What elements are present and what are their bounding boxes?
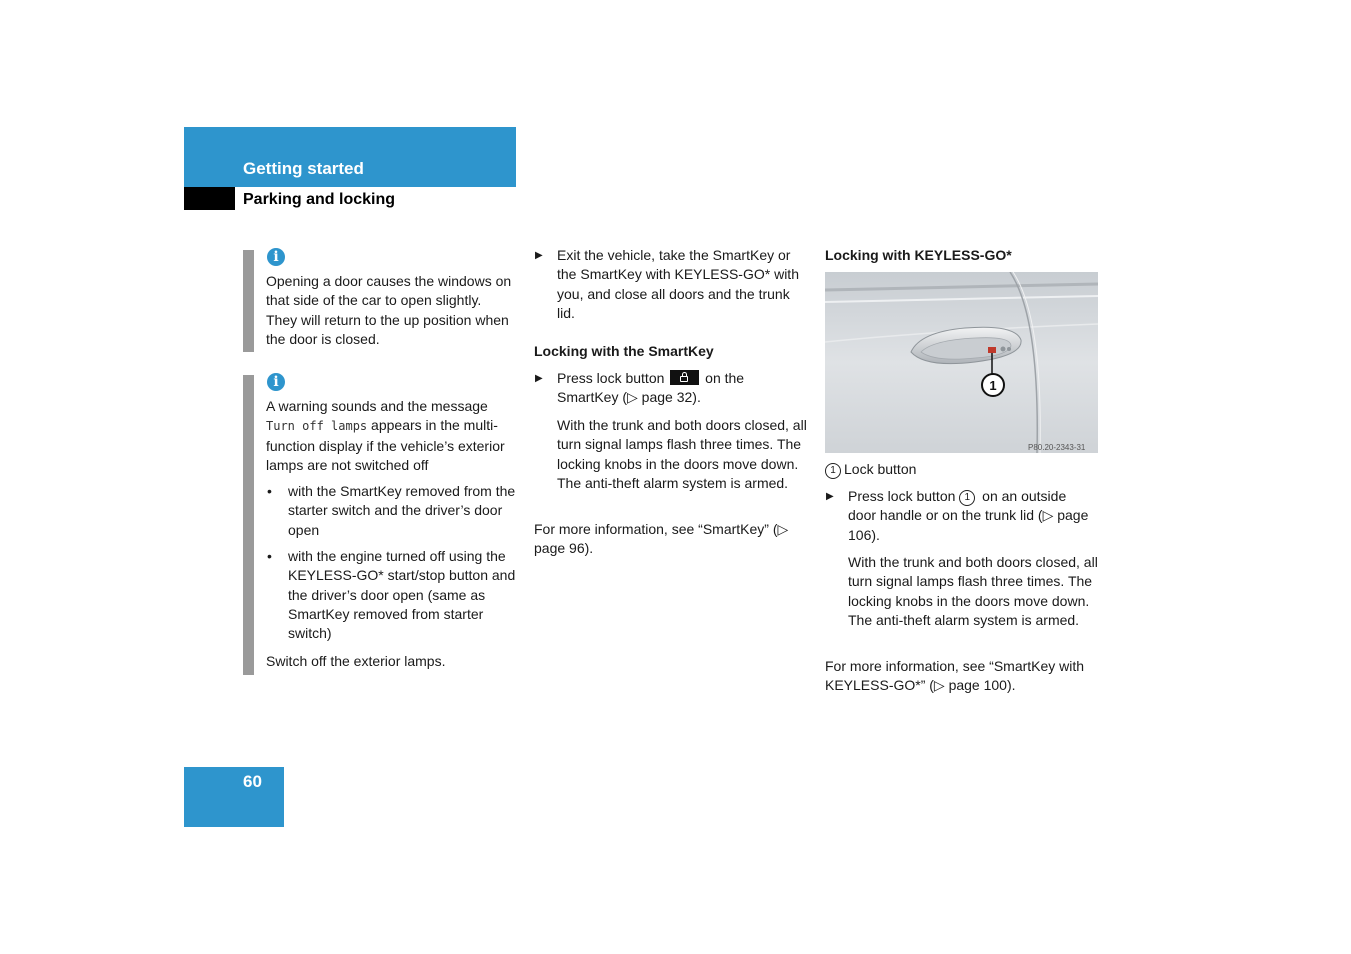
triangle-right-icon: ▶ bbox=[535, 250, 543, 261]
info-icon: i bbox=[267, 373, 285, 391]
cross-reference: For more information, see “SmartKey with KEYLESS-GO*” (▷ page 100). bbox=[825, 658, 1085, 694]
note-text: Opening a door causes the windows on that side of the car to open slightly. They will return to the up position when the door is closed. bbox=[266, 273, 512, 347]
subheading: Locking with the SmartKey bbox=[534, 343, 714, 359]
figure-code: P80.20-2343-31 bbox=[1028, 443, 1086, 452]
page-number: 60 bbox=[243, 772, 262, 791]
lock-icon bbox=[670, 370, 699, 385]
step-text-part: on an outside door handle or on the trunk lid (▷ page 106). bbox=[848, 488, 1089, 543]
step-text-part: Press lock button bbox=[848, 488, 956, 504]
note-bar bbox=[243, 375, 254, 675]
subsection-title: Parking and locking bbox=[243, 191, 396, 208]
step-text-part: on the SmartKey (▷ page 32). bbox=[557, 370, 745, 406]
note-text: Switch off the exterior lamps. bbox=[266, 653, 446, 669]
page-number-box bbox=[184, 767, 284, 827]
subheading: Locking with KEYLESS-GO* bbox=[825, 247, 1012, 263]
note-text-part: appears in the multi-function display if the vehicle’s exterior lamps are not switched off bbox=[266, 417, 505, 473]
step-text bbox=[557, 369, 807, 408]
cross-reference: For more information, see “SmartKey” (▷ page 96). bbox=[534, 521, 789, 557]
legend-text: Lock button bbox=[844, 461, 917, 477]
step-text: Exit the vehicle, take the SmartKey or the SmartKey with KEYLESS-GO* with you, and close all doors and the trunk lid. bbox=[557, 247, 799, 321]
triangle-right-icon: ▶ bbox=[535, 373, 543, 384]
bullet-icon: • bbox=[267, 548, 272, 564]
section-marker bbox=[184, 187, 235, 210]
note-bar bbox=[243, 250, 254, 352]
legend-item bbox=[825, 460, 1095, 479]
list-item: with the engine turned off using the KEYLESS-GO* start/stop button and the driver’s door open (same as SmartKey removed from starter switch) bbox=[288, 548, 516, 642]
note-text-part: A warning sounds and the message bbox=[266, 398, 488, 414]
figure-callout: 1 bbox=[989, 378, 997, 393]
result-text: With the trunk and both doors closed, all turn signal lamps flash three times. The locking knobs in the doors move down. The anti-theft alarm system is armed. bbox=[848, 554, 1098, 628]
callout-number: 1 bbox=[825, 463, 841, 479]
bullet-icon: • bbox=[267, 483, 272, 499]
door-handle-illustration bbox=[825, 272, 1098, 453]
step-text-part: Press lock button bbox=[557, 370, 665, 386]
info-icon: i bbox=[267, 248, 285, 266]
display-message: Turn off lamps bbox=[266, 419, 368, 434]
callout-number: 1 bbox=[959, 490, 975, 506]
step-text bbox=[848, 487, 1098, 545]
result-text: With the trunk and both doors closed, all turn signal lamps flash three times. The locking knobs in the doors move down. The anti-theft alarm system is armed. bbox=[557, 417, 807, 491]
triangle-right-icon: ▶ bbox=[826, 491, 834, 502]
list-item: with the SmartKey removed from the starter switch and the driver’s door open bbox=[288, 483, 516, 538]
section-title: Getting started bbox=[243, 159, 364, 178]
note-text bbox=[266, 397, 518, 475]
